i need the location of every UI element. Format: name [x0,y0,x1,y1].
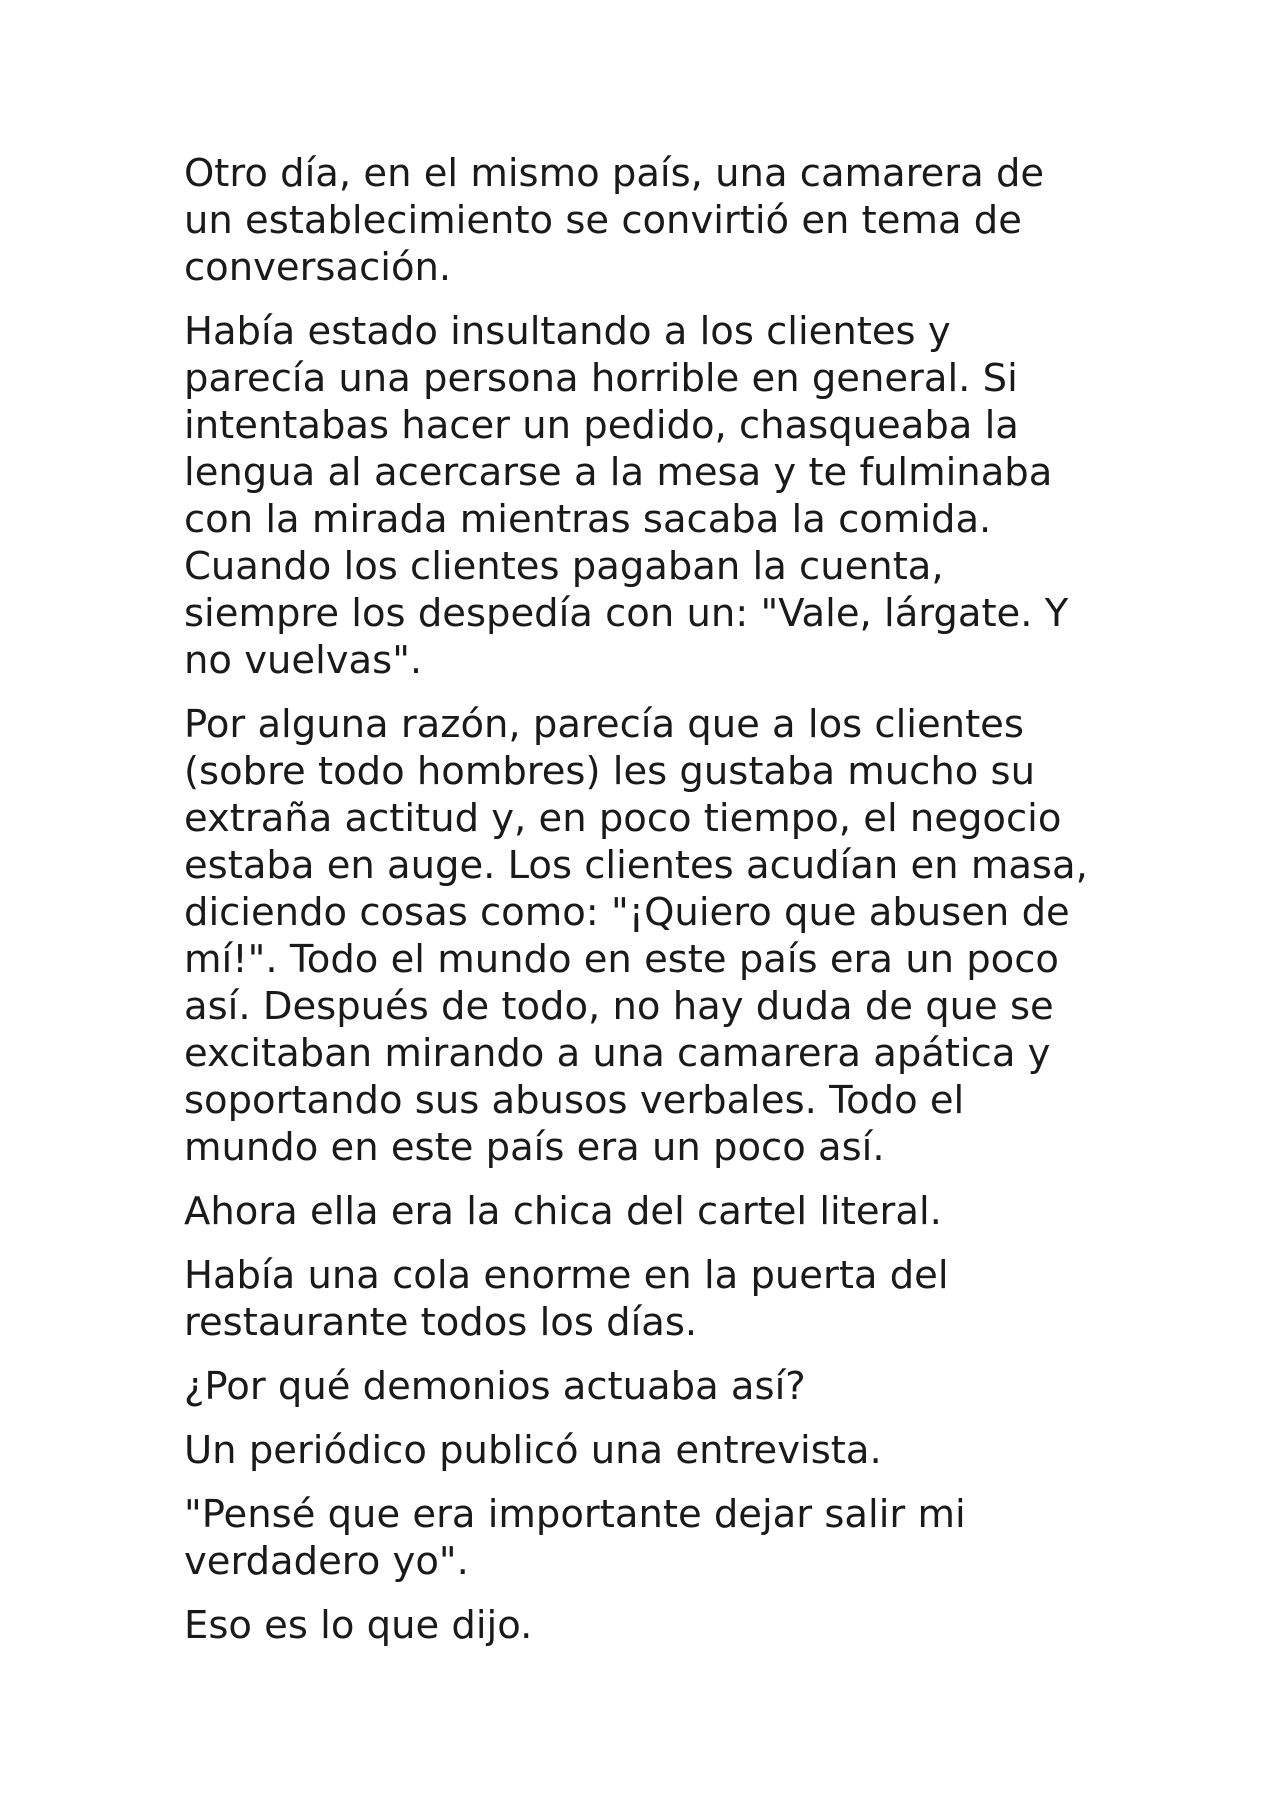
paragraph: ¿Por qué demonios actuaba así? [184,1364,806,1409]
paragraph: Había una cola enorme en la puerta del restaurante todos los días. [184,1253,949,1345]
paragraph: Otro día, en el mismo país, una camarera de un establecimiento se convirtió en tema de conversación. [184,151,1045,290]
document-page [184,150,1114,1666]
paragraph: Un periódico publicó una entrevista. [184,1428,882,1473]
paragraph: Había estado insultando a los clientes y parecía una persona horrible en general. Si intentabas hacer un pedido, chasqueaba la lengua al acercarse a la mesa y te fulminaba con la mirada mientras sacaba la comida. Cuando los clientes pagaban la cuenta, siempre los despedía con un: "Vale, lárgate. Y no vuelvas". [184,309,1069,683]
paragraph: Por alguna razón, parecía que a los clientes (sobre todo hombres) les gustaba mucho su extraña actitud y, en poco tiempo, el negocio estaba en auge. Los clientes acudían en masa, diciendo cosas como: "¡Quiero que abusen de mí!". Todo el mundo en este país era un poco así. Después de todo, no hay duda de que se excitaban mirando a una camarera apática y soportando sus abusos verbales. Todo el mundo en este país era un poco así. [184,702,1088,1170]
paragraph: Ahora ella era la chica del cartel literal. [184,1189,942,1234]
paragraph: "Pensé que era importante dejar salir mi verdadero yo". [184,1492,966,1584]
paragraph: Eso es lo que dijo. [184,1603,533,1648]
